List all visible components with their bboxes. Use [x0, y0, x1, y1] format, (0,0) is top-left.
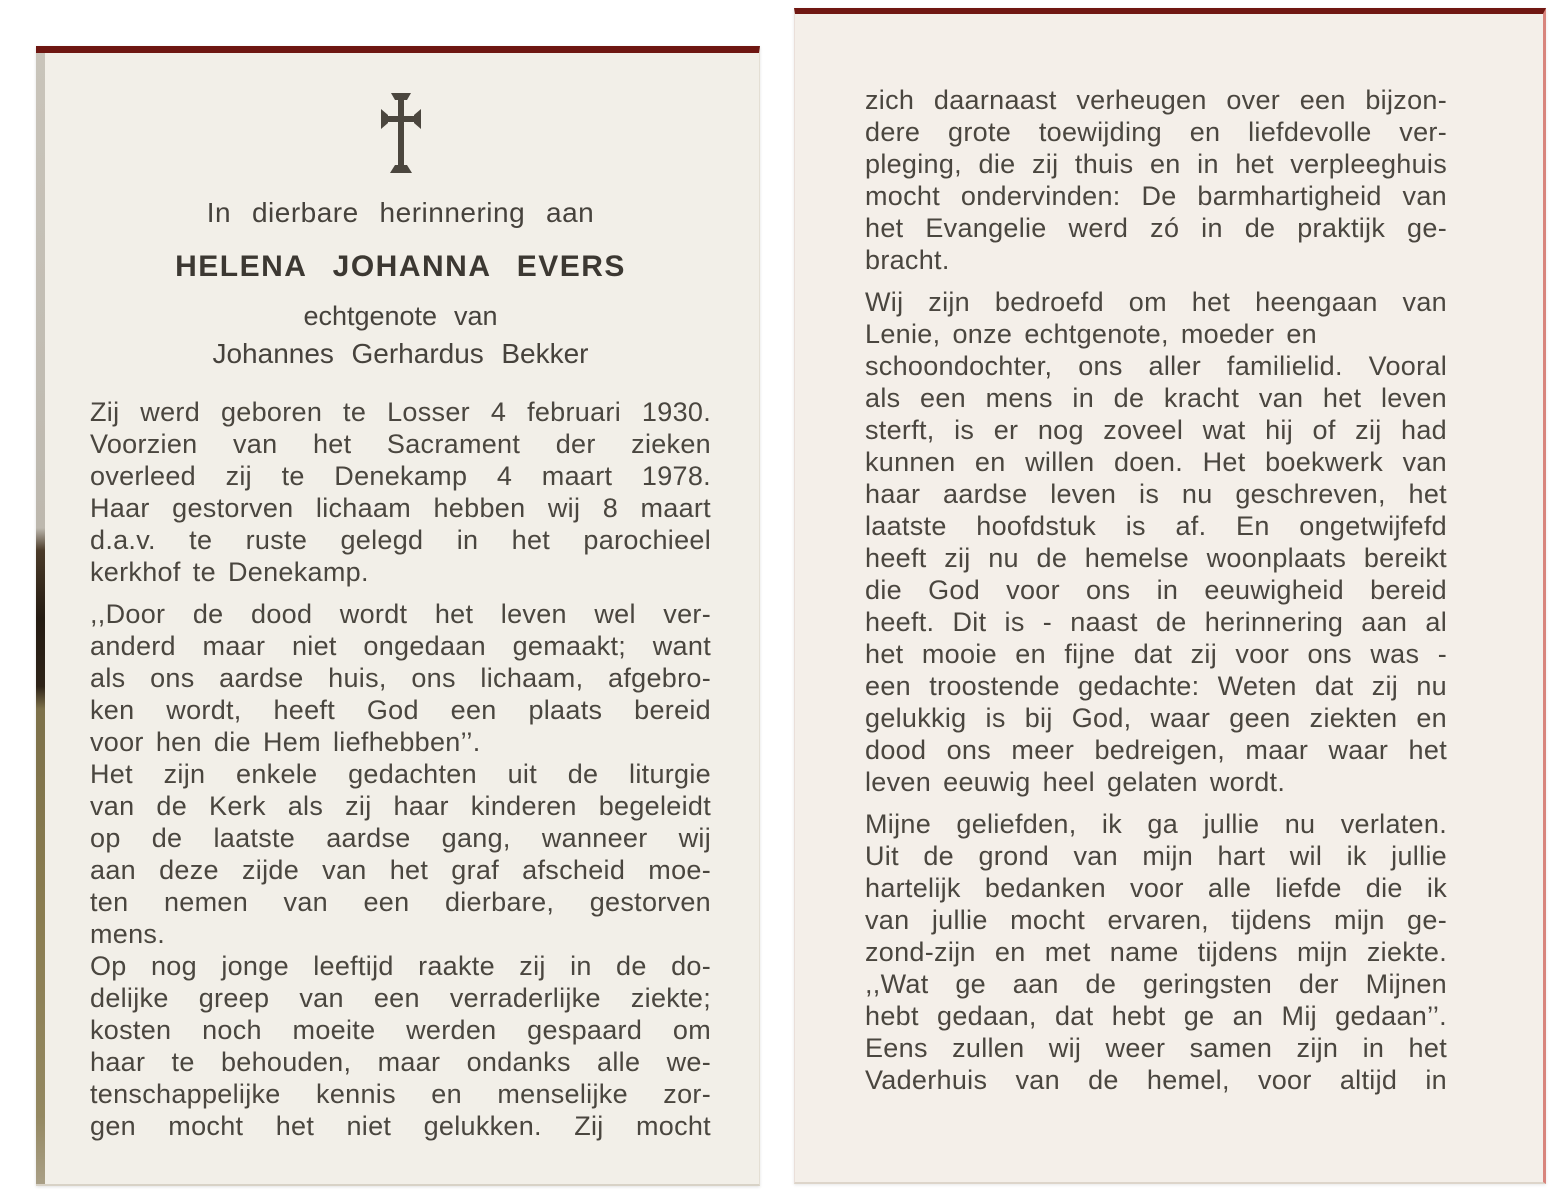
- text-line: Uit de grond van mijn hart wil ik jullie: [865, 841, 1447, 871]
- text-line: Vaderhuis van de hemel, voor altijd in: [865, 1065, 1447, 1095]
- text-line: Wij zijn bedroefd om het heengaan van: [865, 287, 1447, 317]
- paragraph: [865, 84, 1447, 276]
- text-line: gen mocht het niet gelukken. Zij mocht: [90, 1111, 711, 1141]
- paragraph: [90, 758, 711, 950]
- text-line: tenschappelijke kennis en menselijke zor-: [90, 1079, 711, 1109]
- right-page-body-text: [865, 84, 1447, 1096]
- text-line: het Evangelie werd zó in de praktijk ge-: [865, 213, 1447, 243]
- text-line: anderd maar niet ongedaan gemaakt; want: [90, 631, 711, 661]
- text-line: zond-zijn en met name tijdens mijn ziekte.: [865, 937, 1447, 967]
- text-line: Haar gestorven lichaam hebben wij 8 maart: [90, 493, 711, 523]
- text-line: mocht ondervinden: De barmhartigheid van: [865, 181, 1447, 211]
- text-line: d.a.v. te ruste gelegd in het parochieel: [90, 525, 711, 555]
- text-line: gelukkig is bij God, waar geen ziekten en: [865, 703, 1447, 733]
- latin-cross-icon: [90, 91, 711, 175]
- text-line: heeft. Dit is - naast de herinnering aan al: [865, 607, 1447, 637]
- text-line: heeft zij nu de hemelse woonplaats bereikt: [865, 543, 1447, 573]
- spouse-name: Johannes Gerhardus Bekker: [212, 338, 589, 369]
- text-line: Mijne geliefden, ik ga jullie nu verlaten.: [865, 809, 1447, 839]
- text-line: kerkhof te Denekamp.: [90, 557, 369, 587]
- text-line: voor hen die Hem liefhebben’’.: [90, 727, 481, 757]
- text-line: hartelijk bedanken voor alle liefde die ik: [865, 873, 1447, 903]
- text-line: sterft, is er nog zoveel wat hij of zij had: [865, 415, 1447, 445]
- text-line: dere grote toewijding en liefdevolle ver-: [865, 117, 1447, 147]
- text-line: aan deze zijde van het graf afscheid moe-: [90, 855, 711, 885]
- intro-line: In dierbare herinnering aan: [206, 197, 595, 228]
- text-line: haar te behouden, maar ondanks alle we-: [90, 1047, 711, 1077]
- text-line: Eens zullen wij weer samen zijn in het: [865, 1033, 1447, 1063]
- paragraph: [865, 286, 1447, 798]
- text-line: schoondochter, ons aller familielid. Vooral: [865, 351, 1447, 381]
- paragraph: [90, 598, 711, 758]
- text-line: Zij werd geboren te Losser 4 februari 1930.: [90, 397, 711, 427]
- relation-line: echtgenote van: [303, 301, 498, 331]
- text-line: van jullie mocht ervaren, tijdens mijn ge-: [865, 905, 1447, 935]
- text-line: delijke greep van een verraderlijke ziekte;: [90, 983, 711, 1013]
- text-line: bracht.: [865, 245, 950, 275]
- text-line: ,,Wat ge aan de geringsten der Mijnen: [865, 969, 1447, 999]
- text-line: een troostende gedachte: Weten dat zij nu: [865, 671, 1447, 701]
- text-line: die God voor ons in eeuwigheid bereid: [865, 575, 1447, 605]
- text-line: mens.: [90, 919, 166, 949]
- text-line: ten nemen van een dierbare, gestorven: [90, 887, 711, 917]
- memorial-card-right-page: [794, 8, 1546, 1184]
- paragraph: [90, 950, 711, 1142]
- text-line: Op nog jonge leeftijd raakte zij in de do-: [90, 951, 711, 981]
- paragraph: [90, 396, 711, 588]
- text-line: ,,Door de dood wordt het leven wel ver-: [90, 599, 711, 629]
- text-line: als een mens in de kracht van het leven: [865, 383, 1447, 413]
- text-line: Het zijn enkele gedachten uit de liturgie: [90, 759, 711, 789]
- text-line: hebt gedaan, dat hebt ge an Mij gedaan’’.: [865, 1001, 1447, 1031]
- text-line: op de laatste aardse gang, wanneer wij: [90, 823, 711, 853]
- left-page-body-text: [90, 396, 711, 1142]
- text-line: laatste hoofdstuk is af. En ongetwijfefd: [865, 511, 1447, 541]
- card-left-edge: [36, 53, 45, 1184]
- text-line: overleed zij te Denekamp 4 maart 1978.: [90, 461, 711, 491]
- text-line: kunnen en willen doen. Het boekwerk van: [865, 447, 1447, 477]
- text-line: van de Kerk als zij haar kinderen begeleidt: [90, 791, 711, 821]
- text-line: ken wordt, heeft God een plaats bereid: [90, 695, 711, 725]
- memorial-card-left-page: [36, 46, 760, 1186]
- text-line: het mooie en fijne dat zij voor ons was -: [865, 639, 1447, 669]
- text-line: pleging, die zij thuis en in het verpleeghuis: [865, 149, 1447, 179]
- text-line: leven eeuwig heel gelaten wordt.: [865, 767, 1286, 797]
- text-line: als ons aardse huis, ons lichaam, afgebro-: [90, 663, 711, 693]
- text-line: zich daarnaast verheugen over een bijzon-: [865, 85, 1447, 115]
- deceased-name: HELENA JOHANNA EVERS: [175, 250, 626, 283]
- paragraph: [865, 808, 1447, 1096]
- text-line: Lenie, onze echtgenote, moeder en: [865, 319, 1317, 349]
- text-line: Voorzien van het Sacrament der zieken: [90, 429, 711, 459]
- text-line: haar aardse leven is nu geschreven, het: [865, 479, 1447, 509]
- text-line: dood ons meer bedreigen, maar waar het: [865, 735, 1447, 765]
- text-line: kosten noch moeite werden gespaard om: [90, 1015, 711, 1045]
